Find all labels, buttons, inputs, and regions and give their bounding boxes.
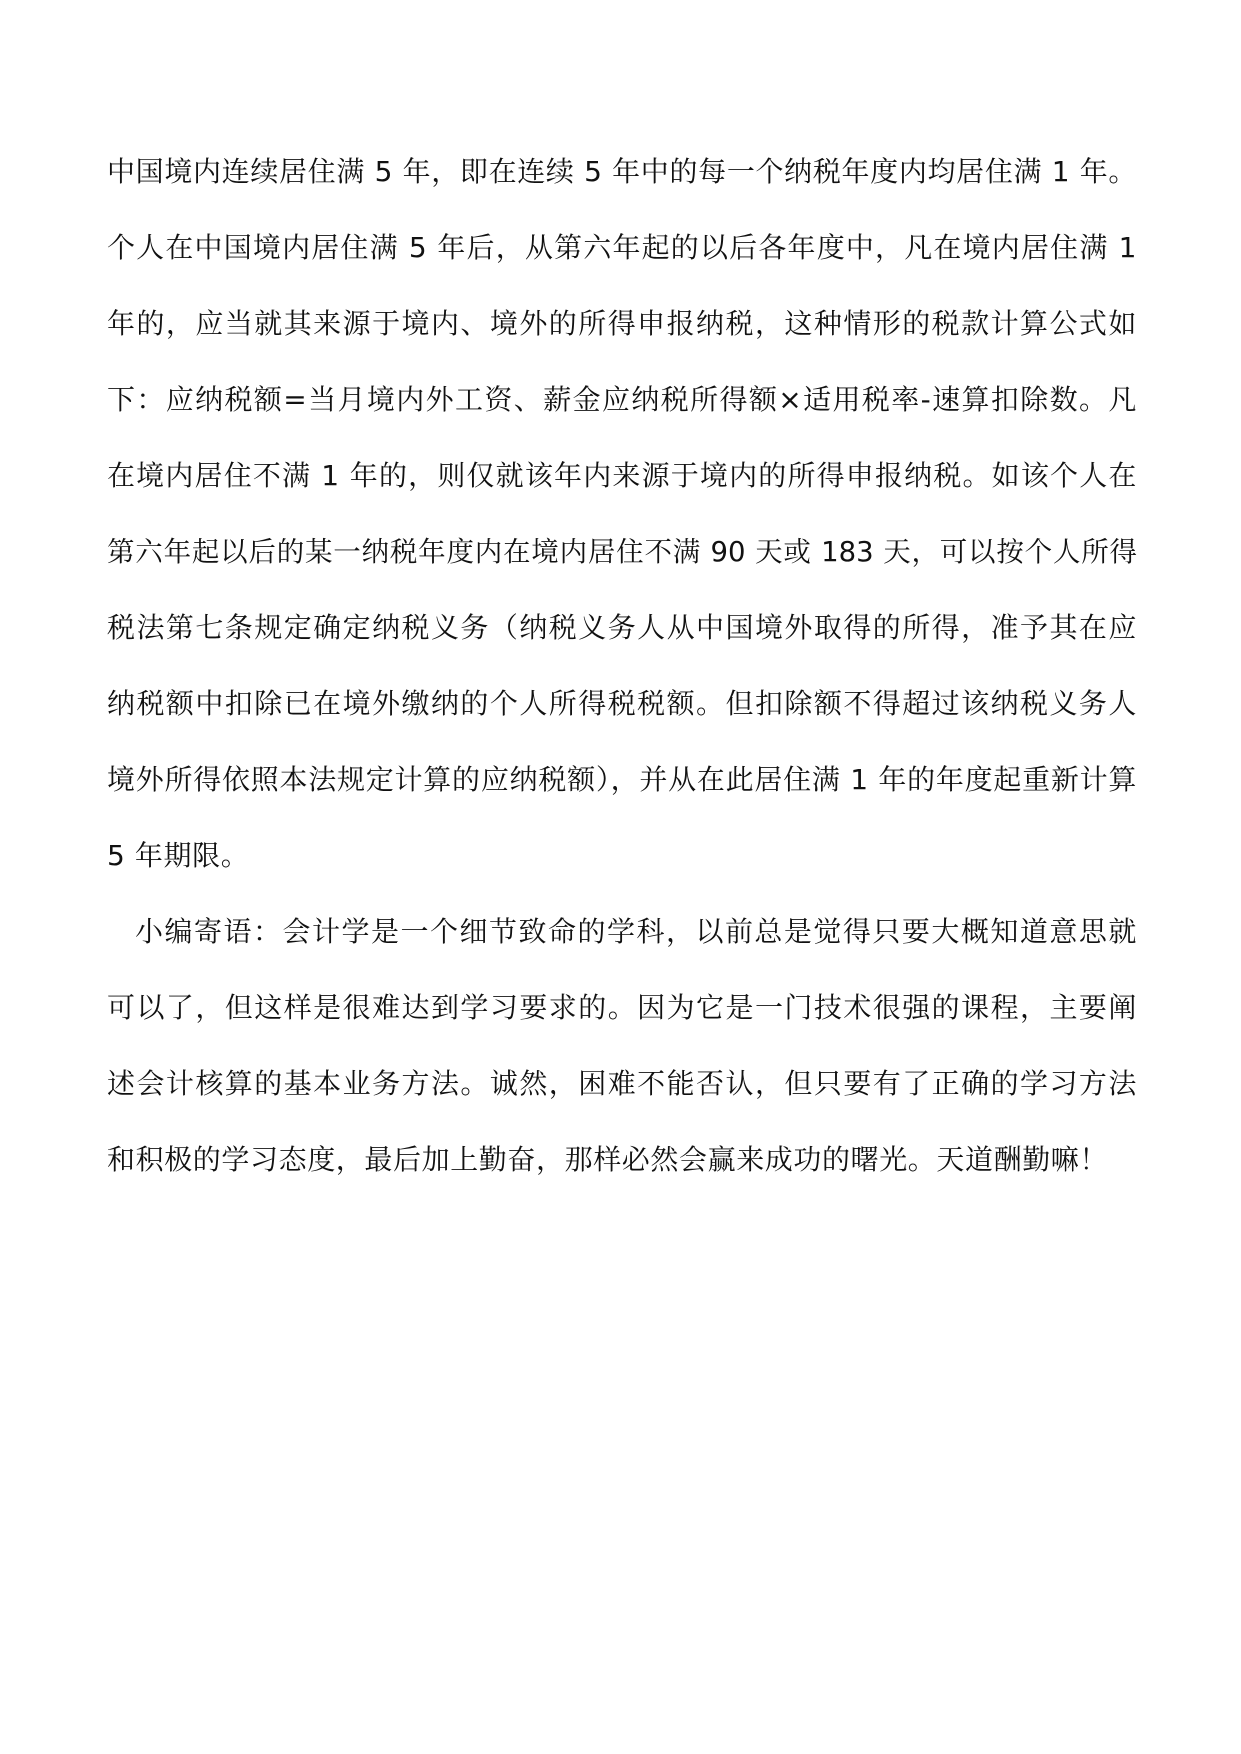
text-line: 第六年起以后的某一纳税年度内在境内居住不满 90 天或 183 天，可以按个人所得 — [107, 536, 1137, 568]
text-line: 境外所得依照本法规定计算的应纳税额），并从在此居住满 1 年的年度起重新计算 — [107, 763, 1137, 796]
text-line: 可以了，但这样是很难达到学习要求的。因为它是一门技术很强的课程，主要阐 — [107, 991, 1137, 1024]
text-line: 纳税额中扣除已在境外缴纳的个人所得税税额。但扣除额不得超过该纳税义务人 — [107, 687, 1137, 720]
text-line: 下：应纳税额=当月境内外工资、薪金应纳税所得额×适用税率-速算扣除数。凡 — [107, 383, 1137, 416]
text-line-last: 和积极的学习态度，最后加上勤奋，那样必然会赢来成功的曙光。天道酬勤嘛！ — [107, 1143, 1109, 1176]
text-line: 年的，应当就其来源于境内、境外的所得申报纳税，这种情形的税款计算公式如 — [107, 307, 1137, 340]
text-line-last: 5 年期限。 — [107, 839, 250, 872]
text-line: 税法第七条规定确定纳税义务（纳税义务人从中国境外取得的所得，准予其在应 — [107, 611, 1137, 644]
text-line: 个人在中国境内居住满 5 年后，从第六年起的以后各年度中，凡在境内居住满 1 — [107, 231, 1137, 264]
text-line-indented: 小编寄语：会计学是一个细节致命的学科，以前总是觉得只要大概知道意思就 — [135, 915, 1137, 948]
text-line: 述会计核算的基本业务方法。诚然，困难不能否认，但只要有了正确的学习方法 — [107, 1067, 1137, 1100]
text-line: 中国境内连续居住满 5 年，即在连续 5 年中的每一个纳税年度内均居住满 1 年。 — [107, 155, 1137, 188]
text-line: 在境内居住不满 1 年的，则仅就该年内来源于境内的所得申报纳税。如该个人在 — [107, 459, 1137, 492]
